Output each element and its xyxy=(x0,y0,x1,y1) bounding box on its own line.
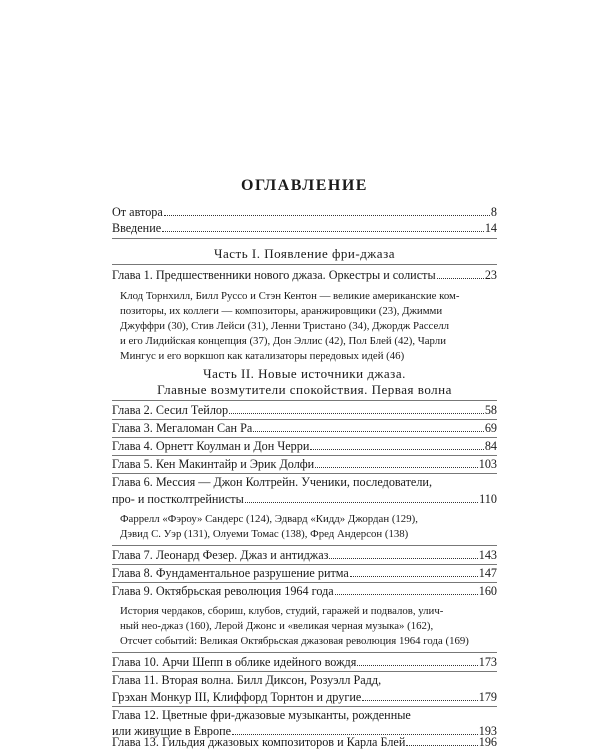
dot-leader xyxy=(315,457,478,468)
entry-page: 196 xyxy=(478,735,497,749)
dot-leader xyxy=(357,655,477,666)
entry-page: 193 xyxy=(478,724,497,738)
divider xyxy=(112,652,497,653)
part2-heading-line1: Часть II. Новые источники джаза. xyxy=(203,366,406,381)
entry-title: Глава 7. Леонард Фезер. Джаз и антиджаз xyxy=(112,548,329,562)
ch1-subtopics-line: Клод Торнхилл, Билл Руссо и Стэн Кентон — великие американские ком- xyxy=(120,290,460,302)
ch9-subtopics-line: История чердаков, сбориш, клубов, студий, гаражей и подвалов, улич- xyxy=(120,605,444,617)
ch6-subtopics-line: Дэвид С. Уэр (131), Олуеми Томас (138), Фред Андерсон (138) xyxy=(120,528,409,540)
dot-leader xyxy=(253,421,484,432)
ch9-subtopics-line: ный нео-джаз (160), Лерой Джонс и «великая черная музыка» (162), xyxy=(120,620,434,632)
entry-title: Введение xyxy=(112,221,162,235)
entry-title: Глава 9. Октябрьская революция 1964 года xyxy=(112,584,334,598)
entry-title: или живущие в Европе xyxy=(112,724,232,738)
entry-title: Глава 3. Мегаломан Сан Ра xyxy=(112,421,253,435)
dot-leader xyxy=(162,221,484,232)
entry-title: Глава 4. Орнетт Коулман и Дон Черри xyxy=(112,439,310,453)
toc-entry-ch9[interactable] xyxy=(112,583,497,599)
entry-title: Глава 2. Сесил Тейлор xyxy=(112,403,229,417)
entry-page: 58 xyxy=(484,403,497,417)
toc-entry-ch2[interactable] xyxy=(112,402,497,418)
entry-page: 14 xyxy=(484,221,497,235)
dot-leader xyxy=(164,205,490,216)
toc-entry-ch1[interactable] xyxy=(112,267,497,283)
ch9-subtopics-line: Отсчет событий: Великая Октябрьская джазовая революция 1964 года (169) xyxy=(120,635,469,647)
toc-title: ОГЛАВЛЕНИЕ xyxy=(241,177,368,194)
entry-page: 23 xyxy=(484,268,497,282)
entry-page: 84 xyxy=(484,439,497,453)
divider xyxy=(112,264,497,265)
divider xyxy=(112,400,497,401)
entry-page: 173 xyxy=(478,655,497,669)
part2-heading-line2: Главные возмутители спокойствия. Первая волна xyxy=(157,382,452,397)
toc-entry-introduction[interactable] xyxy=(112,220,497,236)
toc-entry-ch12-line1[interactable]: Глава 12. Цветные фри-джазовые музыканты, рожденные xyxy=(112,708,411,722)
toc-entry-ch5[interactable] xyxy=(112,456,497,472)
entry-page: 8 xyxy=(490,205,497,219)
toc-entry-ch4[interactable] xyxy=(112,438,497,454)
toc-entry-ch6[interactable] xyxy=(112,491,497,507)
entry-page: 179 xyxy=(478,690,497,704)
entry-title: Глава 10. Арчи Шепп в облике идейного вождя xyxy=(112,655,357,669)
entry-page: 147 xyxy=(478,566,497,580)
toc-entry-ch11-line1[interactable]: Глава 11. Вторая волна. Билл Диксон, Розуэлл Радд, xyxy=(112,673,382,687)
dot-leader xyxy=(329,548,477,559)
entry-page: 103 xyxy=(478,457,497,471)
dot-leader xyxy=(406,735,477,746)
entry-title: Глава 13. Гильдия джазовых композиторов и Карла Блей xyxy=(112,735,406,749)
divider xyxy=(112,238,497,239)
entry-title: Грэхан Монкур III, Клиффорд Торнтон и другие xyxy=(112,690,362,704)
ch1-subtopics-line: Джуффри (30), Стив Лейси (31), Ленни Тристано (34), Джордж Расселл xyxy=(120,320,450,332)
ch1-subtopics-line: позиторы, их коллеги — композиторы, аранжировщики (23), Джимми xyxy=(120,305,443,317)
toc-entry-ch11[interactable] xyxy=(112,689,497,705)
toc-entry-ch10[interactable] xyxy=(112,654,497,670)
entry-title: Глава 5. Кен Макинтайр и Эрик Долфи xyxy=(112,457,315,471)
entry-page: 69 xyxy=(484,421,497,435)
dot-leader xyxy=(350,566,478,577)
dot-leader xyxy=(229,403,484,414)
part1-heading: Часть I. Появление фри-джаза xyxy=(214,246,395,261)
dot-leader xyxy=(245,492,478,503)
entry-title: Глава 1. Предшественники нового джаза. Оркестры и солисты xyxy=(112,268,436,282)
ch1-subtopics-line: и его Лидийская концепция (37), Дон Эллис (42), Пол Блей (42), Чарли xyxy=(120,335,446,347)
dot-leader xyxy=(362,690,477,701)
dot-leader xyxy=(335,584,478,595)
toc-entry-author-note[interactable] xyxy=(112,204,497,220)
dot-leader xyxy=(310,439,483,450)
toc-entry-ch3[interactable] xyxy=(112,420,497,436)
entry-page: 110 xyxy=(479,492,497,506)
ch6-subtopics-line: Фаррелл «Фэроу» Сандерс (124), Эдвард «Кидд» Джордан (129), xyxy=(120,513,418,525)
ch1-subtopics-line: Мингус и его воркшоп как катализаторы передовых идей (46) xyxy=(120,350,405,362)
toc-entry-ch6-line1[interactable]: Глава 6. Мессия — Джон Колтрейн. Ученики, последователи, xyxy=(112,475,432,489)
toc-entry-ch13[interactable] xyxy=(112,734,497,750)
entry-title: про- и постколтрейнисты xyxy=(112,492,244,506)
dot-leader xyxy=(437,268,484,279)
entry-title: Глава 8. Фундаментальное разрушение ритма xyxy=(112,566,349,580)
divider xyxy=(112,545,497,546)
entry-title: От автора xyxy=(112,205,163,219)
entry-page: 160 xyxy=(478,584,497,598)
toc-entry-ch7[interactable] xyxy=(112,547,497,563)
toc-entry-ch8[interactable] xyxy=(112,565,497,581)
entry-page: 143 xyxy=(478,548,497,562)
